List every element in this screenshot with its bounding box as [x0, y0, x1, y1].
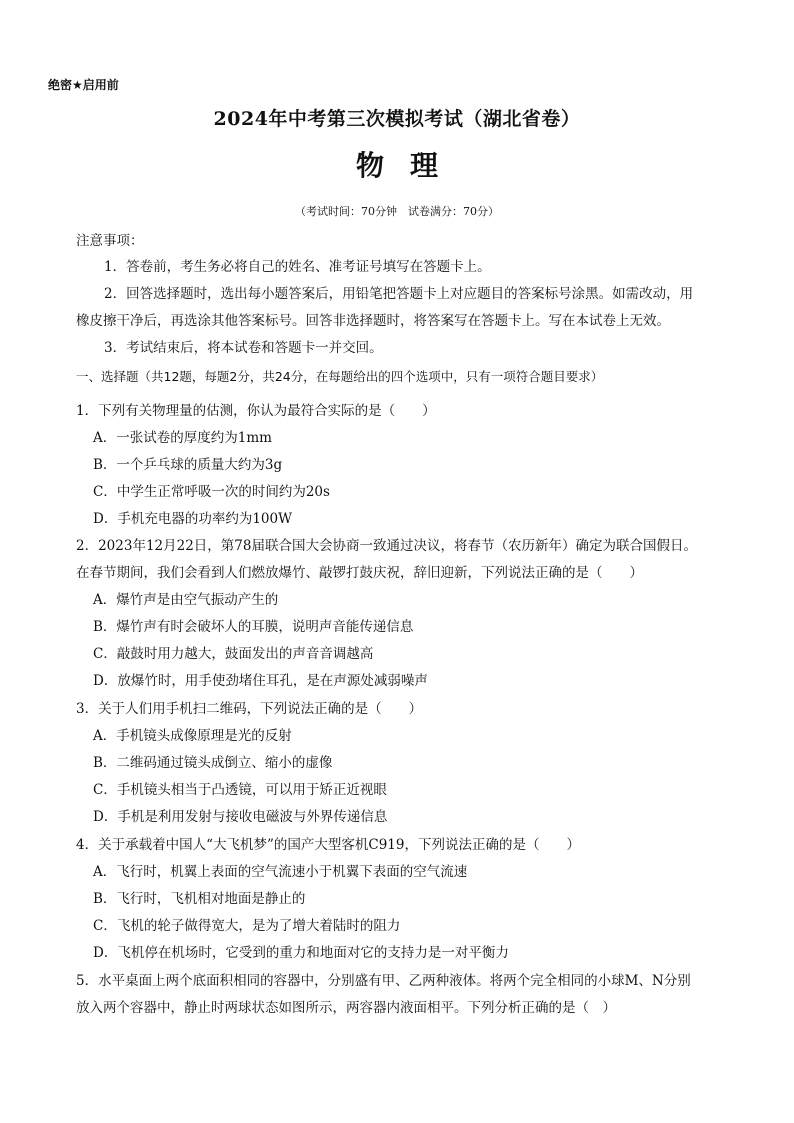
- question-stem: 4．关于承载着中国人“大飞机梦”的国产大型客机C919，下列说法正确的是（ ）: [76, 837, 580, 853]
- section-title: 一、选择题（共12题，每题2分，共24分，在每题给出的四个选项中，只有一项符合题目要求）: [76, 369, 604, 384]
- question-option: B．爆竹声有时会破坏人的耳膜，说明声音能传递信息: [93, 619, 414, 635]
- question-stem: 1．下列有关物理量的估测，你认为最符合实际的是（ ）: [76, 403, 436, 419]
- question-option: B．飞行时，飞机相对地面是静止的: [93, 891, 306, 907]
- question-stem: 5．水平桌面上两个底面积相同的容器中，分别盛有甲、乙两种液体。将两个完全相同的小球M、N分别: [76, 973, 691, 989]
- note-item: 2．回答选择题时，选出每小题答案后，用铅笔把答题卡上对应题目的答案标号涂黑。如需改动，用: [104, 286, 694, 302]
- question-option: C．中学生正常呼吸一次的时间约为20s: [93, 484, 330, 500]
- question-option: A．手机镜头成像原理是光的反射: [93, 728, 292, 744]
- note-item: 3．考试结束后，将本试卷和答题卡一并交回。: [104, 340, 383, 356]
- question-option: B．一个乒乓球的质量大约为3g: [93, 457, 283, 473]
- question-stem: 3．关于人们用手机扫二维码，下列说法正确的是（ ）: [76, 701, 423, 717]
- question-option: D．手机充电器的功率约为100W: [93, 511, 292, 527]
- exam-title: 2024年中考第三次模拟考试（湖北省卷）: [213, 108, 581, 130]
- question-option: A．飞行时，机翼上表面的空气流速小于机翼下表面的空气流速: [93, 864, 468, 880]
- subject-title: 物理: [355, 149, 464, 182]
- secret-label: 绝密★启用前: [48, 78, 119, 92]
- question-option: C．手机镜头相当于凸透镜，可以用于矫正近视眼: [93, 782, 387, 798]
- question-option: A．一张试卷的厚度约为1mm: [93, 430, 272, 446]
- question-option: A．爆竹声是由空气振动产生的: [93, 592, 279, 608]
- question-option: B．二维码通过镜头成倒立、缩小的虚像: [93, 755, 333, 771]
- question-option: D．手机是利用发射与接收电磁波与外界传递信息: [93, 809, 388, 825]
- note-item: 1．答卷前，考生务必将自己的姓名、准考证号填写在答题卡上。: [104, 259, 491, 275]
- note-item-continuation: 橡皮擦干净后，再选涂其他答案标号。回答非选择题时，将答案写在答题卡上。写在本试卷上无效。: [76, 313, 670, 329]
- question-stem: 2．2023年12月22日，第78届联合国大会协商一致通过决议，将春节（农历新年）确定为联合国假日。: [76, 538, 697, 554]
- notes-heading: 注意事项：: [76, 233, 144, 249]
- question-option: C．飞机的轮子做得宽大，是为了增大着陆时的阻力: [93, 918, 401, 934]
- question-stem: 在春节期间，我们会看到人们燃放爆竹、敲锣打鼓庆祝，辞旧迎新，下列说法正确的是（ ）: [76, 565, 643, 581]
- exam-info: （考试时间：70分钟 试卷满分：70分）: [295, 205, 499, 218]
- question-option: C．敲鼓时用力越大，鼓面发出的声音音调越高: [93, 646, 374, 662]
- question-stem: 放入两个容器中，静止时两球状态如图所示，两容器内液面相平。下列分析正确的是（ ）: [76, 1000, 616, 1016]
- question-option: D．飞机停在机场时，它受到的重力和地面对它的支持力是一对平衡力: [93, 945, 509, 961]
- question-option: D．放爆竹时，用手使劲堵住耳孔，是在声源处减弱噪声: [93, 673, 428, 689]
